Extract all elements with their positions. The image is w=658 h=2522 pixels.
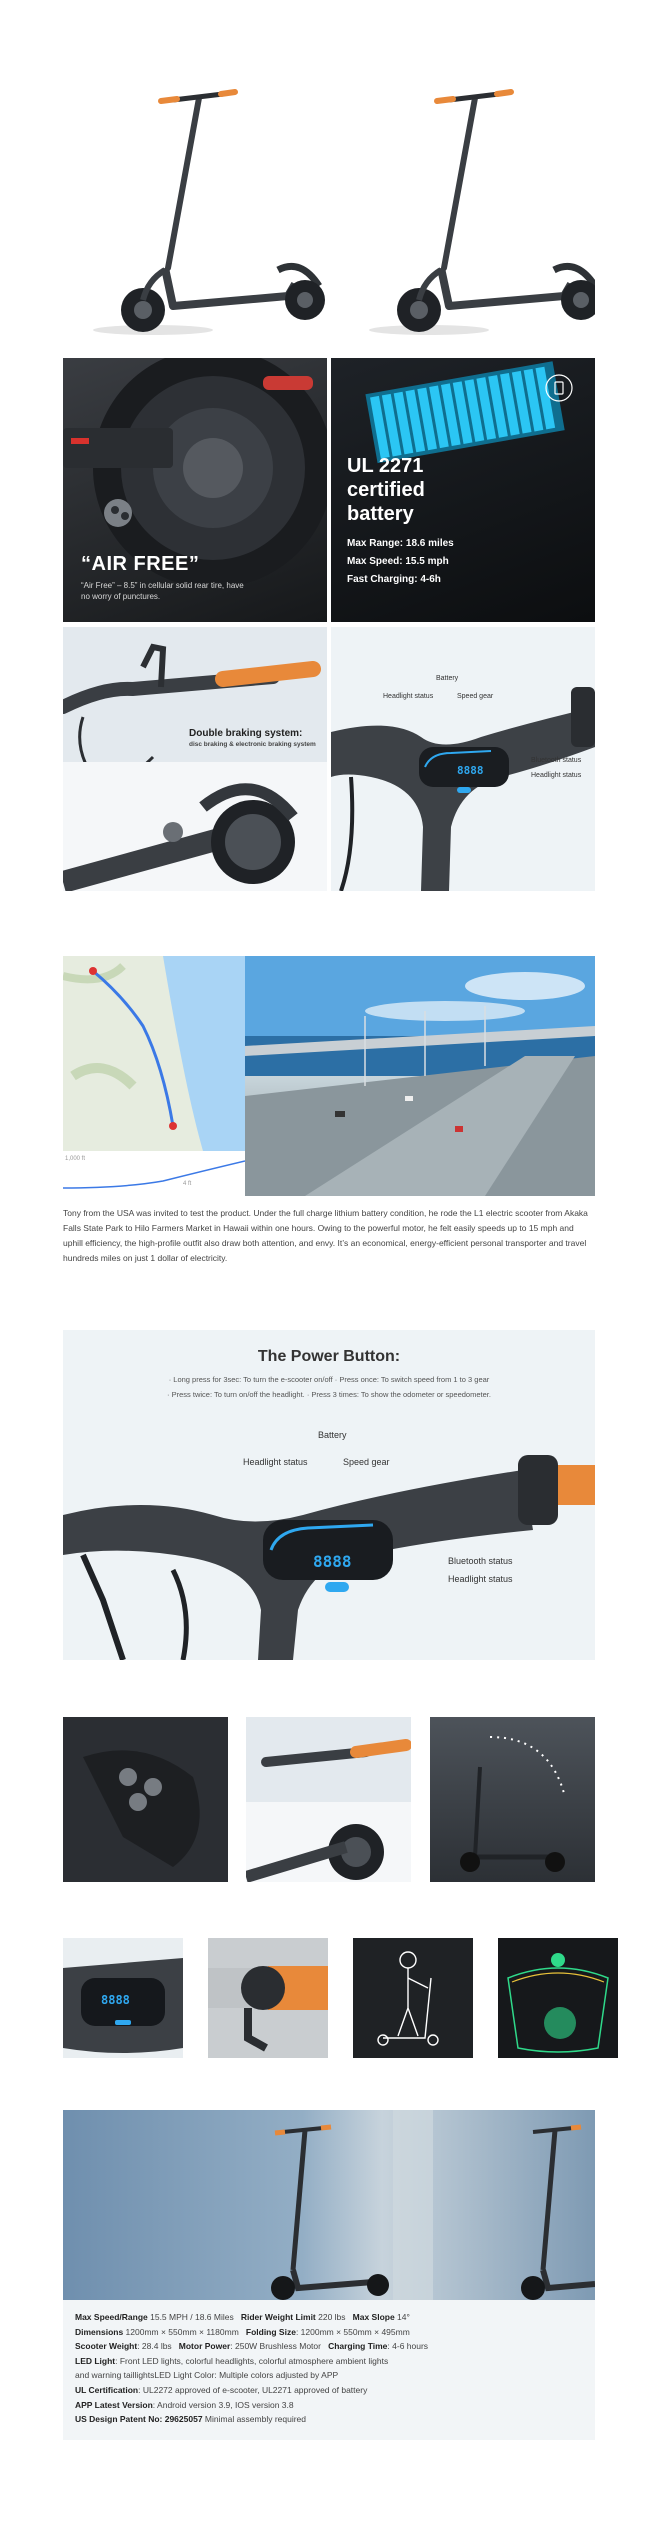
label-headlight-status: Headlight status xyxy=(383,693,434,700)
specs-photo xyxy=(63,2110,595,2300)
spec-key: Rider Weight Limit xyxy=(240,2312,316,2322)
spec-gap xyxy=(239,2327,246,2337)
thumb-folding xyxy=(430,1717,595,1882)
scooter-right xyxy=(369,92,595,335)
elevation-start-label: 1,000 ft xyxy=(65,1156,86,1162)
kickstand-illustration xyxy=(63,1717,228,1882)
spec-row xyxy=(75,2383,583,2398)
double-braking-panel xyxy=(63,627,327,891)
power-label-bluetooth-status: Bluetooth status xyxy=(448,1556,513,1566)
power-handlebar-illustration xyxy=(63,1330,595,1660)
spec-gap xyxy=(234,2312,241,2322)
power-label-battery: Battery xyxy=(318,1430,347,1440)
specs-scooter-illustration xyxy=(63,2110,595,2300)
spec-key: Motor Power xyxy=(178,2341,231,2352)
spec-key: Dimensions xyxy=(75,2326,124,2337)
label-bluetooth-status: Bluetooth status xyxy=(531,757,582,764)
spec-row xyxy=(75,2310,583,2325)
battery-fast-charging: Fast Charging: 4-6h xyxy=(347,574,441,585)
spec-key: Scooter Weight xyxy=(75,2341,138,2352)
spec-key: LED Light xyxy=(75,2355,116,2366)
route-map xyxy=(63,956,245,1196)
spec-value: : UL2272 approved of e-scooter, UL2271 approved of battery xyxy=(138,2384,368,2395)
label-speed-gear: Speed gear xyxy=(457,693,494,700)
thumb-display xyxy=(63,1938,183,2058)
brake-lever-illustration xyxy=(246,1717,411,1882)
power-label-speed-gear: Speed gear xyxy=(343,1457,390,1467)
power-label-headlight-status-2: Headlight status xyxy=(448,1574,513,1584)
battery-max-speed: Max Speed: 15.5 mph xyxy=(347,556,449,567)
brake-illustration xyxy=(63,627,327,891)
spec-row xyxy=(75,2325,583,2340)
scooter-left xyxy=(93,92,325,335)
spec-value: : 28.4 lbs xyxy=(137,2341,172,2352)
brake-subtitle: disc braking & electronic braking system xyxy=(189,741,316,748)
thumb-kickstand xyxy=(63,1717,228,1882)
spec-gap xyxy=(172,2341,179,2351)
thumb-brake-lever xyxy=(246,1717,411,1882)
display-panel xyxy=(331,627,595,891)
spec-value: 220 lbs xyxy=(315,2312,346,2322)
spec-value: : Front LED lights, colorful headlights, colorful atmosphere ambient lights xyxy=(115,2355,389,2366)
thumb-throttle xyxy=(208,1938,328,2058)
highway-photo xyxy=(245,956,595,1196)
folding-illustration xyxy=(430,1717,595,1882)
spec-value: 14° xyxy=(394,2312,410,2322)
air-free-subtitle: “Air Free” – 8.5” in cellular solid rear tire, have no worry of punctures. xyxy=(81,581,244,601)
spec-key: Folding Size xyxy=(245,2326,296,2337)
hero-scooter-illustration xyxy=(63,48,595,348)
spec-row xyxy=(75,2354,583,2369)
power-instructions-1: · Long press for 3sec: To turn the e-scooter on/off · Press once: To switch speed from 1 to 3 gear xyxy=(168,1375,490,1384)
battery-max-range: Max Range: 18.6 miles xyxy=(347,538,454,549)
power-instructions-2: · Press twice: To turn on/off the headlight. · Press 3 times: To show the odometer or speedometer. xyxy=(167,1390,491,1399)
power-display-digits: 8888 xyxy=(313,1552,352,1571)
air-free-tire-panel xyxy=(63,358,327,622)
map-illustration xyxy=(63,956,245,1196)
spec-value: : Android version 3.9, IOS version 3.8 xyxy=(152,2399,294,2410)
spec-value: 1200mm × 550mm × 1180mm xyxy=(123,2326,239,2337)
thumb-display-digits: 8888 xyxy=(101,1993,130,2007)
spec-value: and warning taillightsLED Light Color: Multiple colors adjusted by APP xyxy=(75,2370,339,2381)
label-battery: Battery xyxy=(436,675,459,682)
spec-row xyxy=(75,2339,583,2354)
spec-gap xyxy=(346,2312,353,2322)
thumb-rider-line-art xyxy=(353,1938,473,2058)
label-headlight-status-2: Headlight status xyxy=(531,772,582,779)
power-title: The Power Button: xyxy=(257,1348,401,1365)
spec-key: Max Slope xyxy=(352,2312,395,2322)
spec-row xyxy=(75,2398,583,2413)
power-label-headlight-status: Headlight status xyxy=(243,1457,308,1467)
spec-key: US Design Patent No: 29625057 xyxy=(75,2414,203,2425)
battery-title: UL 2271 certified battery xyxy=(347,455,425,525)
battery-panel xyxy=(331,358,595,622)
spec-row xyxy=(75,2368,583,2383)
spec-key: Charging Time xyxy=(328,2341,388,2352)
air-free-title: “AIR FREE” xyxy=(81,553,200,575)
battery-icon xyxy=(546,375,572,401)
hero-scooters xyxy=(63,48,595,348)
story-paragraph: Tony from the USA was invited to test the product. Under the full charge lithium battery condition, he rode the L1 electric scooter from Akaka Falls State Park to Hilo Farmers Market in Hawaii within one hours. Owing to the powerful motor, he felt easily speeds up to 15 mph and uphill efficiency, the high-profile outfit also draw both attention, and envy. It’s an economical, energy-efficient personal transporter and travel hundreds miles on just 1 dollar of electricity. xyxy=(63,1208,588,1263)
highway-illustration xyxy=(245,956,595,1196)
spec-key: UL Certification xyxy=(75,2384,139,2395)
power-button-panel xyxy=(63,1330,595,1660)
spec-value: Minimal assembly required xyxy=(202,2414,307,2425)
throttle-illustration xyxy=(208,1938,328,2058)
spec-gap xyxy=(321,2341,328,2351)
spec-value: : 4-6 hours xyxy=(387,2341,429,2352)
spec-row xyxy=(75,2412,583,2427)
spec-key: APP Latest Version xyxy=(75,2399,153,2410)
spec-value: : 250W Brushless Motor xyxy=(230,2341,321,2352)
spec-value: : 1200mm × 550mm × 495mm xyxy=(295,2326,410,2337)
specs-table xyxy=(63,2300,595,2440)
spec-value: 15.5 MPH / 18.6 Miles xyxy=(147,2312,234,2322)
thumb-app-lights xyxy=(498,1938,618,2058)
display-digits: 8888 xyxy=(457,764,484,777)
spec-key: Max Speed/Range xyxy=(75,2312,148,2322)
ambient-lights-illustration xyxy=(498,1938,618,2058)
rider-line-art-icon xyxy=(353,1938,473,2058)
brake-title: Double braking system: xyxy=(189,728,303,739)
elevation-end-label: 4 ft xyxy=(183,1181,192,1187)
